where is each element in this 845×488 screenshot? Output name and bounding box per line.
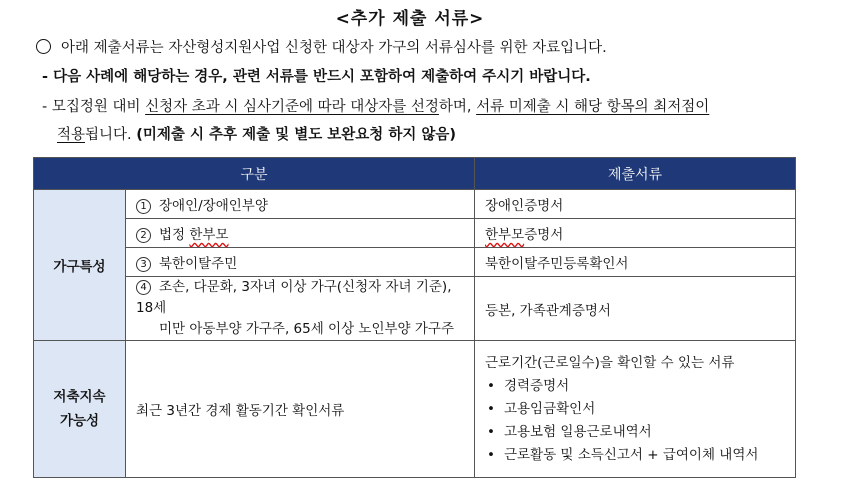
- header-documents: 제출서류: [475, 158, 796, 190]
- item-text-line1: 조손, 다문화, 3자녀 이상 가구(신청자 자녀 기준), 18세: [136, 279, 452, 316]
- intro-text-4c: (미제출 시 추후 제출 및 별도 보완요청 하지 않음): [136, 127, 457, 143]
- intro-line-3: [42, 95, 709, 116]
- doc-list: [485, 375, 785, 467]
- item-cell: [126, 219, 475, 248]
- doc-cell: [475, 219, 796, 248]
- doc-cell: 장애인증명서: [475, 190, 796, 219]
- table-header-row: [34, 158, 796, 190]
- table-row: [34, 248, 796, 277]
- number-badge: 3: [136, 257, 151, 272]
- documents-table: [33, 157, 796, 478]
- group-label-household: 가구특성: [34, 190, 126, 341]
- table-row: [34, 190, 796, 219]
- intro-line-4: [57, 123, 456, 144]
- intro-text-3d: 서류 미제출 시 해당 항목의 최저점이: [476, 99, 710, 115]
- group-label-savings: [34, 341, 126, 478]
- intro-text-1: 아래 제출서류는 자산형성지원사업 신청한 대상자 가구의 서류심사를 위한 자료입니다.: [61, 40, 607, 56]
- number-badge: 4: [136, 280, 151, 295]
- item-text: 법정: [159, 227, 190, 243]
- doc-cell: 북한이탈주민등록확인서: [475, 248, 796, 277]
- list-item: • 고용보험 일용근로내역서: [499, 421, 785, 444]
- doc-text: 증명서: [524, 227, 564, 243]
- page-title: <추가 제출 서류>: [335, 9, 485, 29]
- doc-text-flagged: 한부모: [485, 227, 525, 243]
- doc-cell: [475, 341, 796, 478]
- intro-line-1: [36, 36, 607, 57]
- number-badge: 2: [136, 228, 151, 243]
- intro-text-4b: 됩니다.: [85, 127, 137, 143]
- list-item: • 경력증명서: [499, 375, 785, 398]
- item-cell: [126, 277, 475, 341]
- intro-text-3b: 신청자 초과 시 심사기준에 따라 대상자를 선정: [145, 99, 439, 115]
- item-cell: [126, 248, 475, 277]
- intro-text-4a: 적용: [57, 127, 86, 143]
- number-badge: 1: [136, 199, 151, 214]
- intro-text-3c: 하며,: [438, 99, 477, 115]
- item-text-flagged: 한부모: [189, 227, 229, 243]
- intro-text-3a: - 모집정원 대비: [42, 99, 146, 115]
- list-item: • 근로활동 및 소득신고서 + 급여이체 내역서: [499, 444, 785, 467]
- item-text: 북한이탈주민: [159, 256, 238, 272]
- header-category: 구분: [34, 158, 475, 190]
- intro-line-2: - 다음 사례에 해당하는 경우, 관련 서류를 반드시 포함하여 제출하여 주시기 바랍니다.: [42, 69, 591, 85]
- table-row: [34, 277, 796, 341]
- item-text: 장애인/장애인부양: [159, 198, 268, 214]
- list-item: • 고용임금확인서: [499, 398, 785, 421]
- item-text-line2: 미만 아동부양 가구주, 65세 이상 노인부양 가구주: [159, 321, 454, 337]
- group-label-line2: 가능성: [59, 413, 100, 429]
- circle-bullet-icon: [36, 39, 51, 54]
- item-cell: 최근 3년간 경제 활동기간 확인서류: [126, 341, 475, 478]
- table-row: [34, 341, 796, 478]
- table-row: [34, 219, 796, 248]
- doc-intro: 근로기간(근로일수)을 확인할 수 있는 서류: [485, 354, 735, 371]
- group-label-line1: 저축지속: [53, 389, 106, 405]
- item-cell: [126, 190, 475, 219]
- doc-cell: 등본, 가족관계증명서: [475, 277, 796, 341]
